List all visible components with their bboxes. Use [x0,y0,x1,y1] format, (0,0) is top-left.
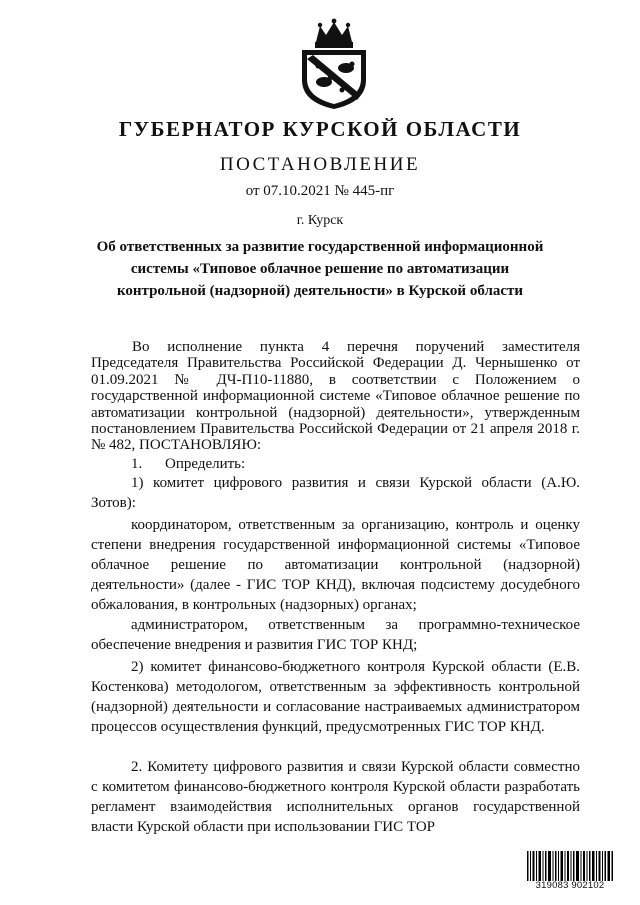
barcode [527,851,613,881]
intro-paragraph: Во исполнение пункта 4 перечня поручений заместителя Председателя Правительства Российской Федерации Д. Чернышенко от 01.09.2021 № ДЧ-П10-11880, в соответствии с Положением о государственной информационной системе «Типовое облачное решение по автоматизации контрольной (надзорной) деятельности», утвержденным постановлением Правительства Российской Федерации от 21 апреля 2018 г. № 482, ПОСТАНОВЛЯЮ: [91,339,580,454]
document-city: г. Курск [296,213,344,228]
heading-text: Об ответственных за развитие государственной информационной системы «Типовое облачное решение по автоматизации контрольной (надзорной) деятельности» в Курской области [96,239,544,299]
coat-of-arms-emblem [296,18,372,110]
coordinator-paragraph: координатором, ответственным за организацию, контроль и оценку степени внедрения государственной информационной системы «Типовое облачное решение по автоматизации контрольной (надзорной) деятельности» (далее - ГИС ТОР КНД), включая подсистему досудебного обжалования, в контрольных (надзорных) органах; [91,517,580,613]
item-1-line [131,456,245,473]
administrator-paragraph: администратором, ответственным за программно-техническое обеспечение внедрения и развития ГИС ТОР КНД; [91,617,580,653]
document-heading [0,236,640,302]
barcode-number: 319083 902102 [535,880,605,891]
subitem-1: 1) комитет цифрового развития и связи Курской области (А.Ю. Зотов): [91,475,580,511]
item-1-label: Определить: [165,456,246,472]
subitem-2: 2) комитет финансово-бюджетного контроля Курской области (Е.В. Костенкова) методологом, ответственным за эффективность контрольной (надзорной) деятельности и согласование настраиваемых администратором процессов осуществления функций, предусмотренных ГИС ТОР КНД. [91,659,580,735]
item-1-number: 1. [131,456,143,472]
issuing-authority: ГУБЕРНАТОР КУРСКОЙ ОБЛАСТИ [118,117,522,141]
document-date-number: от 07.10.2021 № 445-пг [245,183,395,199]
document-type: ПОСТАНОВЛЕНИЕ [219,154,421,175]
item-2-paragraph: 2. Комитету цифрового развития и связи Курской области совместно с комитетом финансово-бюджетного контроля Курской области разработать регламент взаимодействия исполнительных органов государственной власти Курской области при использовании ГИС ТОР [91,759,580,835]
